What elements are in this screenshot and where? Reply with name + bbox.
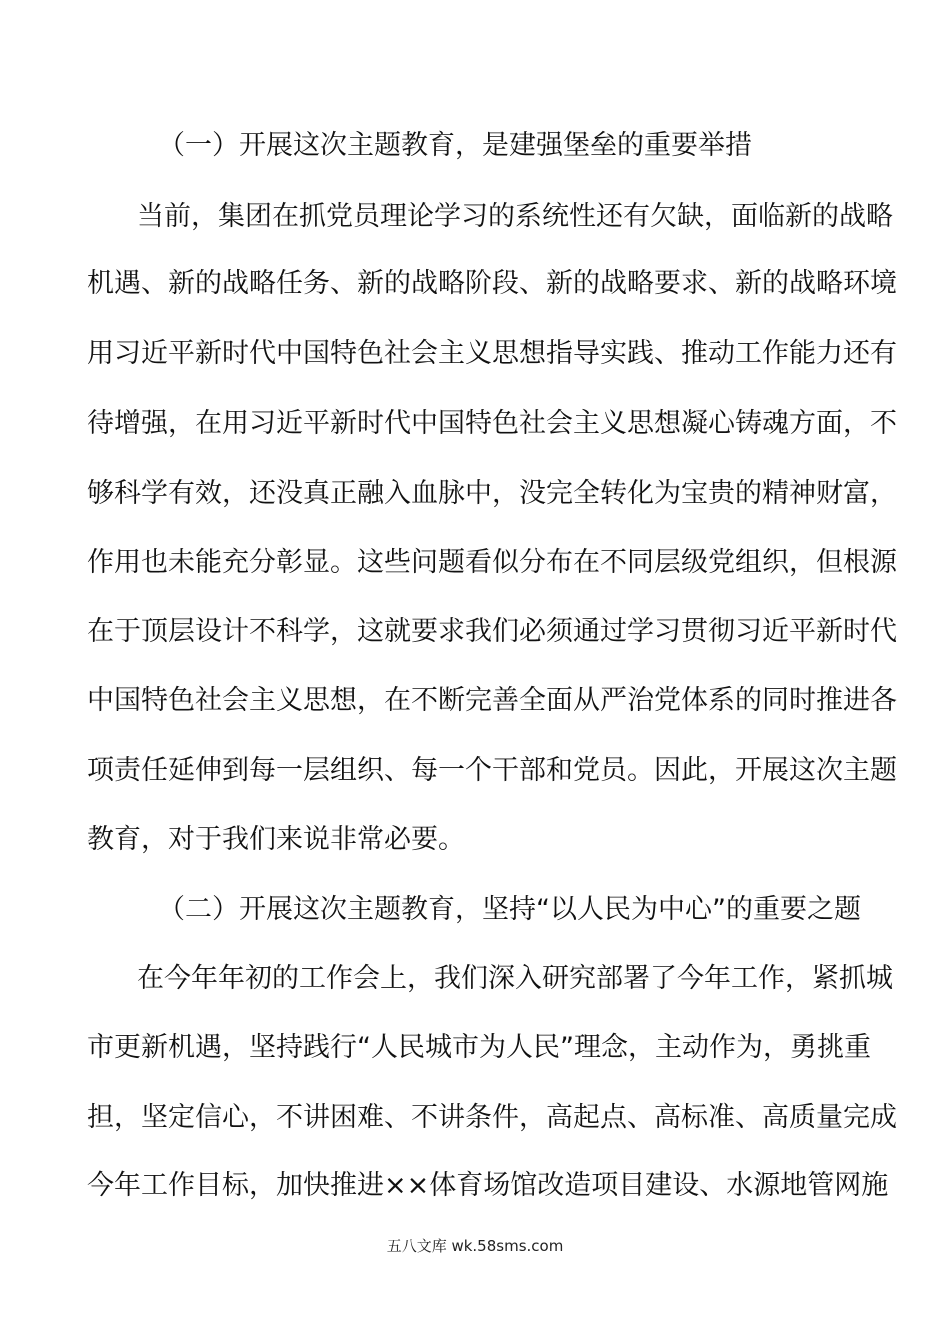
paragraph-line: 中国特色社会主义思想，在不断完善全面从严治党体系的同时推进各 <box>87 685 897 716</box>
footer-watermark: 五八文库 wk.58sms.com <box>386 1237 564 1255</box>
section-heading-1: （一）开展这次主题教育，是建强堡垒的重要举措 <box>158 130 752 161</box>
paragraph-line: 在今年年初的工作会上，我们深入研究部署了今年工作，紧抓城 <box>137 963 893 994</box>
paragraph-line: 作用也未能充分彰显。这些问题看似分布在不同层级党组织，但根源 <box>87 547 897 578</box>
paragraph-line: 当前，集团在抓党员理论学习的系统性还有欠缺，面临新的战略 <box>137 201 893 232</box>
paragraph-line: 够科学有效，还没真正融入血脉中，没完全转化为宝贵的精神财富， <box>87 478 897 509</box>
paragraph-line: 市更新机遇，坚持践行“人民城市为人民”理念，主动作为，勇挑重 <box>87 1032 871 1063</box>
paragraph-line: 待增强，在用习近平新时代中国特色社会主义思想凝心铸魂方面，不 <box>87 408 897 439</box>
paragraph-line: 用习近平新时代中国特色社会主义思想指导实践、推动工作能力还有 <box>87 338 897 369</box>
paragraph-line: 机遇、新的战略任务、新的战略阶段、新的战略要求、新的战略环境 <box>87 268 897 299</box>
paragraph-line: 今年工作目标，加快推进××体育场馆改造项目建设、水源地管网施 <box>87 1170 889 1201</box>
paragraph-line: 担，坚定信心，不讲困难、不讲条件，高起点、高标准、高质量完成 <box>87 1102 897 1133</box>
paragraph-line: 在于顶层设计不科学，这就要求我们必须通过学习贯彻习近平新时代 <box>87 616 897 647</box>
paragraph-line: 教育，对于我们来说非常必要。 <box>87 824 465 855</box>
section-heading-2: （二）开展这次主题教育，坚持“以人民为中心”的重要之题 <box>158 894 861 925</box>
paragraph-line: 项责任延伸到每一层组织、每一个干部和党员。因此，开展这次主题 <box>87 755 897 786</box>
